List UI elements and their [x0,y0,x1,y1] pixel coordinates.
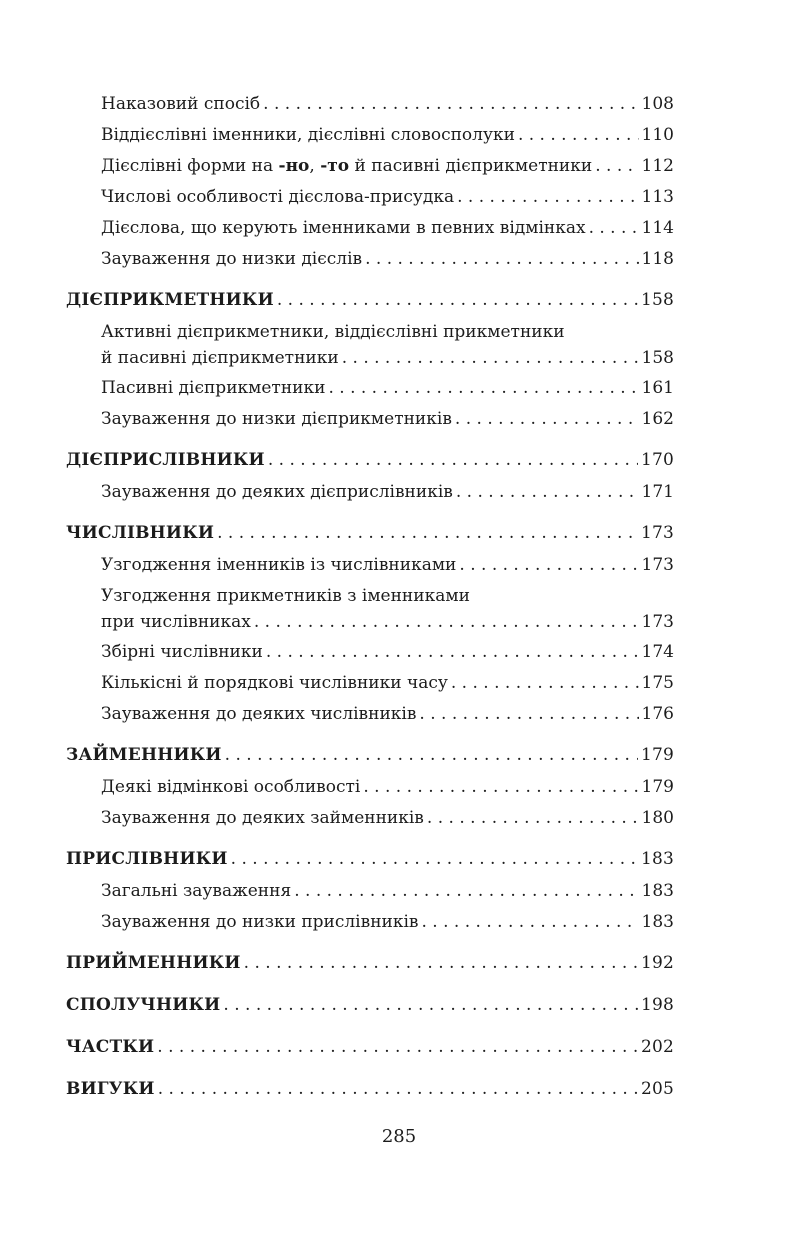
page-number: 285 [381,1126,417,1147]
toc-entry[interactable] [101,246,674,277]
dot-leader [223,992,638,1018]
entry-page: 161 [641,378,674,398]
section-title: ЧИСЛІВНИКИ [66,523,215,543]
entry-title-line1: Активні дієприкметники, віддієслівні прикметники [101,322,565,342]
entry-title: Числові особливості дієслова-присудка [101,187,455,207]
section-title: ДІЄПРИСЛІВНИКИ [66,450,265,470]
dot-leader [263,91,638,117]
entry-page: 180 [641,808,674,828]
toc-entry[interactable] [101,184,674,215]
toc-entry[interactable] [101,701,674,732]
toc-entry[interactable] [101,583,674,639]
dot-leader [225,742,638,768]
entry-title: Кількісні й порядкові числівники часу [101,673,448,693]
toc-entry[interactable] [101,805,674,836]
entry-title: Зауваження до деяких дієприслівників [101,482,453,502]
dot-leader [456,479,639,505]
section-page: 173 [640,523,674,543]
table-of-contents [66,91,674,1108]
dot-leader [589,215,639,241]
toc-section-particles[interactable] [66,1034,674,1066]
entry-title-line2: й пасивні дієприкметники [101,348,339,368]
toc-section-adverbs[interactable] [66,846,674,878]
toc-section-numerals[interactable] [66,520,674,552]
entry-page: 171 [641,482,674,502]
toc-entry[interactable] [101,878,674,909]
entry-page: 175 [641,673,674,693]
section-page: 202 [640,1037,674,1057]
entry-title: Дієслова, що керують іменниками в певних відмінках [101,218,586,238]
entry-page: 174 [641,642,674,662]
toc-section-interjections[interactable] [66,1076,674,1108]
dot-leader [459,552,638,578]
entry-page: 176 [641,704,674,724]
toc-entry[interactable] [101,406,674,437]
entry-title: Загальні зауваження [101,881,292,901]
entry-title: Дієслівні форми на -но, -то й пасивні дієприкметники [101,156,593,176]
toc-section-adverbial-participles[interactable] [66,447,674,479]
dot-leader [518,122,639,148]
section-page: 192 [640,953,674,973]
toc-entry[interactable] [101,479,674,510]
entry-page: 118 [641,249,674,269]
entry-title: Зауваження до низки прислівників [101,912,419,932]
dot-leader [419,701,638,727]
dot-leader [157,1034,638,1060]
entry-page: 113 [641,187,674,207]
entry-title: Зауваження до деяких числівників [101,704,417,724]
entry-title: Збірні числівники [101,642,263,662]
section-title: ЗАЙМЕННИКИ [66,745,222,765]
section-page: 205 [640,1079,674,1099]
dot-leader [342,345,639,371]
toc-entry[interactable] [101,215,674,246]
dot-leader [231,846,638,872]
dot-leader [328,375,638,401]
entry-title: Пасивні дієприкметники [101,378,326,398]
section-page: 179 [640,745,674,765]
section-title: ПРИЙМЕННИКИ [66,953,241,973]
dot-leader [268,447,638,473]
dot-leader [266,639,639,665]
dot-leader [455,406,639,432]
entry-page: 179 [641,777,674,797]
section-title: ПРИСЛІВНИКИ [66,849,228,869]
dot-leader [277,287,638,313]
toc-entry[interactable] [101,552,674,583]
entry-page: 108 [641,94,674,114]
toc-entry[interactable] [101,639,674,670]
entry-page: 112 [641,156,674,176]
section-title: СПОЛУЧНИКИ [66,995,221,1015]
dot-leader [422,909,639,935]
dot-leader [244,950,638,976]
entry-title-line2: при числівниках [101,612,251,632]
entry-title-line1: Узгодження прикметників з іменниками [101,586,470,606]
entry-page: 114 [641,218,674,238]
dot-leader [457,184,638,210]
entry-title: Зауваження до деяких займенників [101,808,424,828]
entry-page: 183 [641,912,674,932]
toc-entry[interactable] [101,153,674,184]
section-title: ВИГУКИ [66,1079,155,1099]
entry-page: 110 [641,125,674,145]
entry-page: 173 [641,612,674,632]
entry-page: 162 [641,409,674,429]
section-page: 170 [640,450,674,470]
toc-entry[interactable] [101,909,674,940]
section-page: 183 [640,849,674,869]
toc-entry[interactable] [101,774,674,805]
toc-entry[interactable] [101,375,674,406]
section-page: 158 [640,290,674,310]
toc-section-participles[interactable] [66,287,674,319]
dot-leader [451,670,639,696]
entry-page: 183 [641,881,674,901]
toc-section-pronouns[interactable] [66,742,674,774]
entry-title: Зауваження до низки дієприкметників [101,409,452,429]
dot-leader [217,520,638,546]
dot-leader [365,246,638,272]
toc-entry[interactable] [101,670,674,701]
entry-page: 158 [641,348,674,368]
entry-title: Зауваження до низки дієслів [101,249,363,269]
entry-title: Наказовий спосіб [101,94,261,114]
section-page: 198 [640,995,674,1015]
dot-leader [294,878,638,904]
dot-leader [363,774,638,800]
section-title: ДІЄПРИКМЕТНИКИ [66,290,274,310]
toc-entry[interactable] [101,122,674,153]
dot-leader [427,805,639,831]
dot-leader [158,1076,638,1102]
section-title: ЧАСТКИ [66,1037,155,1057]
entry-page: 173 [641,555,674,575]
toc-section-prepositions[interactable] [66,950,674,982]
dot-leader [595,153,638,179]
toc-entry[interactable] [101,319,674,375]
entry-title: Деякі відмінкові особливості [101,777,361,797]
toc-section-conjunctions[interactable] [66,992,674,1024]
entry-title: Узгодження іменників із числівниками [101,555,457,575]
dot-leader [254,609,639,635]
entry-title: Віддієслівні іменники, дієслівні словосполуки [101,125,515,145]
toc-entry[interactable] [101,91,674,122]
